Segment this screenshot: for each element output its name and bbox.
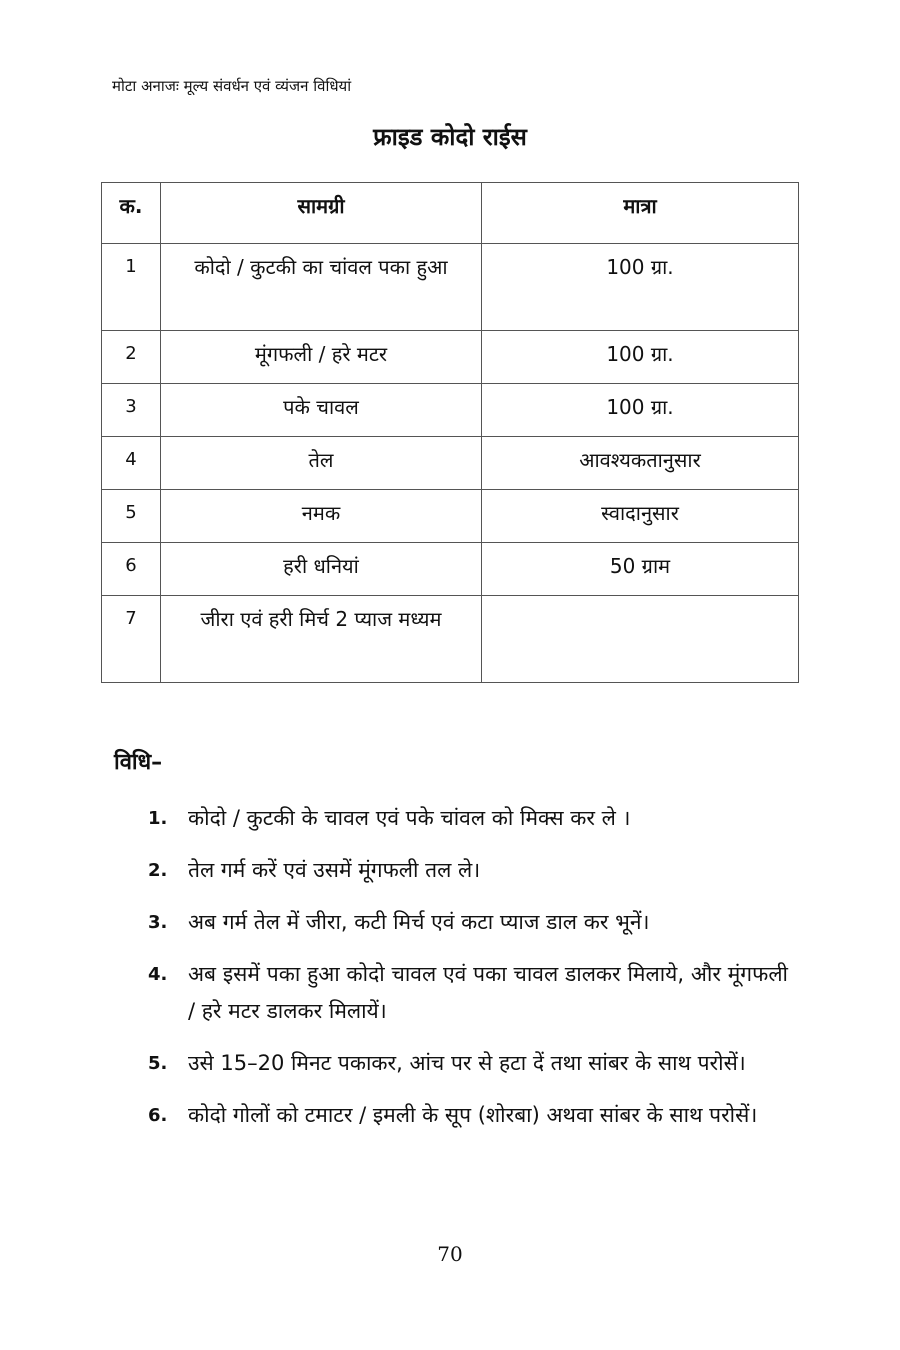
row-ingredient: पके चावल: [161, 384, 482, 437]
row-serial: 1: [102, 244, 161, 331]
method-heading: विधि–: [114, 750, 163, 775]
ingredients-table: [101, 182, 799, 683]
list-item: [148, 852, 788, 889]
step-text: अब गर्म तेल में जीरा, कटी मिर्च एवं कटा प्याज डाल कर भूनें।: [188, 910, 650, 934]
row-quantity: 50 ग्राम: [482, 543, 799, 596]
table-row: [102, 596, 799, 683]
table-header-row: [102, 183, 799, 244]
recipe-title: फ्राइड कोदो राईस: [373, 123, 527, 151]
step-number: 2.: [148, 860, 168, 881]
page-number: 70: [437, 1242, 463, 1266]
table-row: [102, 384, 799, 437]
row-ingredient: मूंगफली / हरे मटर: [161, 331, 482, 384]
step-number: 4.: [148, 964, 168, 985]
header-serial: क.: [102, 183, 161, 244]
step-number: 1.: [148, 808, 168, 829]
step-text: अब इसमें पका हुआ कोदो चावल एवं पका चावल डालकर मिलाये, और मूंगफली / हरे मटर डालकर मिलायें।: [188, 962, 788, 1023]
row-serial: 3: [102, 384, 161, 437]
list-item: [148, 956, 788, 1030]
running-head: मोटा अनाजः मूल्य संवर्धन एवं व्यंजन विधियां: [112, 77, 352, 95]
step-text: कोदो / कुटकी के चावल एवं पके चांवल को मिक्स कर ले ।: [188, 806, 631, 830]
row-serial: 2: [102, 331, 161, 384]
row-ingredient: तेल: [161, 437, 482, 490]
row-quantity: आवश्यकतानुसार: [482, 437, 799, 490]
row-quantity: 100 ग्रा.: [482, 331, 799, 384]
table-row: [102, 490, 799, 543]
list-item: [148, 1045, 788, 1082]
step-number: 3.: [148, 912, 168, 933]
table-row: [102, 331, 799, 384]
header-quantity: मात्रा: [482, 183, 799, 244]
row-serial: 5: [102, 490, 161, 543]
step-text: तेल गर्म करें एवं उसमें मूंगफली तल ले।: [188, 858, 481, 882]
table-row: [102, 437, 799, 490]
step-number: 5.: [148, 1053, 168, 1074]
table-row: [102, 543, 799, 596]
row-ingredient: नमक: [161, 490, 482, 543]
list-item: [148, 1097, 788, 1134]
list-item: [148, 904, 788, 941]
list-item: [148, 800, 788, 837]
row-serial: 7: [102, 596, 161, 683]
row-quantity: 100 ग्रा.: [482, 384, 799, 437]
row-quantity: स्वादानुसार: [482, 490, 799, 543]
row-ingredient: कोदो / कुटकी का चांवल पका हुआ: [161, 244, 482, 331]
step-text: उसे 15–20 मिनट पकाकर, आंच पर से हटा दें तथा सांबर के साथ परोसें।: [188, 1051, 746, 1075]
step-text: कोदो गोलों को टमाटर / इमली के सूप (शोरबा) अथवा सांबर के साथ परोसें।: [188, 1103, 758, 1127]
row-ingredient: हरी धनियां: [161, 543, 482, 596]
row-quantity: 100 ग्रा.: [482, 244, 799, 331]
row-ingredient: जीरा एवं हरी मिर्च 2 प्याज मध्यम: [161, 596, 482, 683]
row-serial: 4: [102, 437, 161, 490]
method-steps: [148, 800, 788, 1149]
row-serial: 6: [102, 543, 161, 596]
header-ingredient: सामग्री: [161, 183, 482, 244]
table-row: [102, 244, 799, 331]
row-quantity: [482, 596, 799, 683]
step-number: 6.: [148, 1105, 168, 1126]
